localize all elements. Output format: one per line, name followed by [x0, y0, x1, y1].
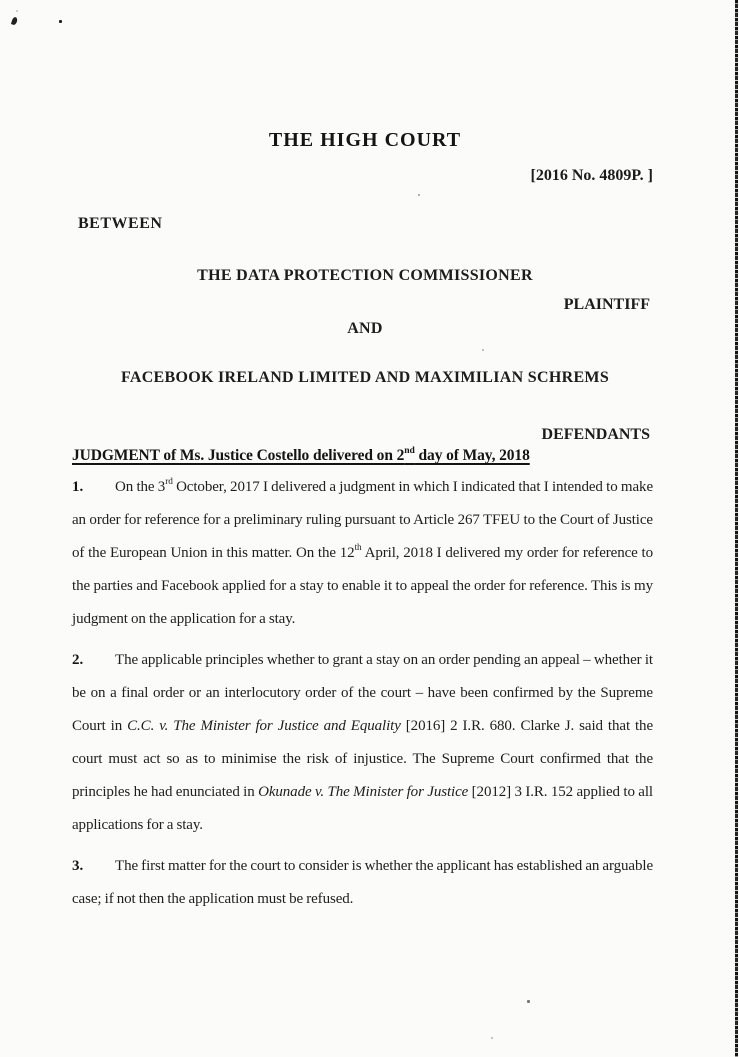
scan-speck [527, 1000, 530, 1003]
defendants-label: DEFENDANTS [541, 426, 650, 443]
text-run: October, 2017 I delivered a judgment in which I indicated that I intended to make an order for reference for a preliminary ruling pursuant to Article 267 TFEU to the Court of Justice of the European Union in this matter. On the 12 [72, 479, 653, 561]
scan-speck [418, 194, 420, 196]
text-run: April, 2018 I delivered my order for reference to the parties and Facebook applied for a stay to enable it to appeal the order for reference. This is my judgment on the application for a stay. [72, 545, 653, 627]
paragraph-text [72, 652, 653, 833]
text-run: On the 3 [115, 479, 166, 495]
record-number: [2016 No. 4809P. ] [530, 167, 653, 184]
scan-speck [59, 20, 62, 23]
court-title: THE HIGH COURT [268, 129, 462, 151]
defendants-name: FACEBOOK IRELAND LIMITED AND MAXIMILIAN SCHREMS [120, 369, 610, 386]
scan-speck [11, 16, 18, 25]
text-run: The first matter for the court to consider is whether the applicant has established an arguable case; if not then the application must be refused. [72, 858, 653, 907]
paragraph-number: 3. [72, 858, 84, 874]
paragraph-text [72, 858, 653, 907]
text-run: day of May, 2018 [414, 447, 530, 464]
judgment-paragraph [72, 471, 653, 636]
and-label: AND [347, 320, 383, 337]
paragraph-number: 2. [72, 652, 84, 668]
judgment-paragraph [72, 850, 653, 916]
ordinal-superscript: rd [165, 477, 173, 487]
text-run: JUDGMENT of Ms. Justice Costello delivered on 2 [72, 447, 405, 464]
ordinal-superscript: th [354, 543, 362, 553]
text-run: [2016] 2 I.R. 680. Clarke J. said that the court must act so as to minimise the risk of injustice. The Supreme Court confirmed that the principles he had enunciated in [72, 718, 654, 800]
case-citation: C.C. v. The Minister for Justice and Equality [127, 718, 401, 734]
scan-edge-artifact [735, 0, 738, 1057]
between-label: BETWEEN [78, 215, 163, 232]
scan-speck [16, 10, 18, 12]
paragraph-text [72, 479, 653, 627]
plaintiff-label: PLAINTIFF [563, 296, 650, 313]
scan-speck [482, 349, 484, 351]
paragraph-number: 1. [72, 479, 84, 495]
text-run: [2012] 3 I.R. 152 applied to all applications for a stay. [72, 784, 653, 833]
plaintiff-name: THE DATA PROTECTION COMMISSIONER [197, 267, 533, 284]
ordinal-superscript: nd [404, 444, 415, 456]
scan-speck [491, 1037, 493, 1039]
judgment-body [72, 471, 653, 924]
case-citation: Okunade v. The Minister for Justice [258, 784, 469, 800]
judgment-paragraph [72, 644, 653, 842]
text-run: The applicable principles whether to grant a stay on an order pending an appeal – whether it be on a final order or an interlocutory order of the court – have been confirmed by the Supreme Court in [72, 652, 653, 734]
judgment-heading [72, 444, 662, 465]
